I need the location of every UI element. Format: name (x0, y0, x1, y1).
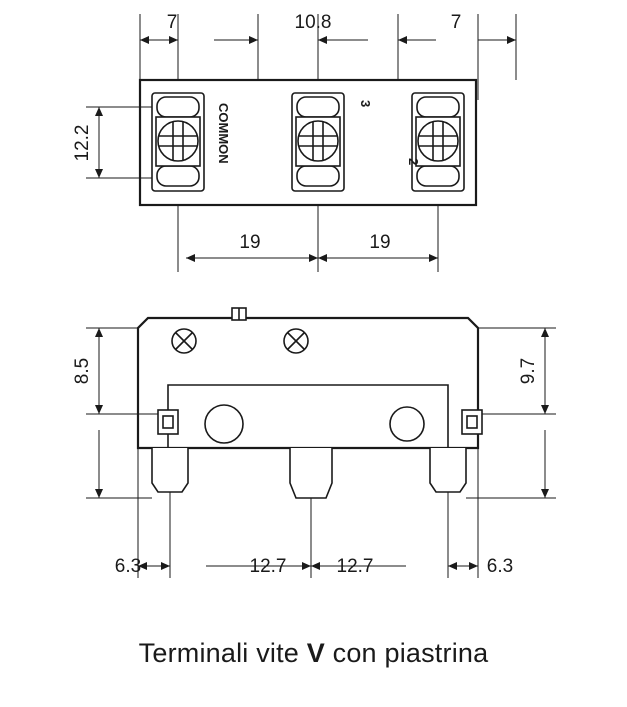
dim-top-right-7: 7 (450, 12, 462, 33)
side-view-hole-right (390, 407, 424, 441)
terminal-label-2: 2 (406, 158, 421, 166)
dim-bottom-127-right: 12.7 (336, 556, 374, 577)
dim-bottom-left-19: 19 (239, 232, 261, 253)
dim-side-left-85: 8.5 (72, 357, 93, 385)
dim-left-height-122: 12.2 (72, 124, 93, 162)
side-view-screw-right (284, 329, 308, 353)
dim-bottom-right-19: 19 (369, 232, 391, 253)
dim-top-left-7: 7 (166, 12, 178, 33)
caption-prefix: Terminali vite (138, 638, 307, 668)
caption-bold-v: V (306, 638, 325, 668)
terminal-2 (406, 93, 464, 191)
caption-suffix: con piastrina (324, 638, 489, 668)
side-view-pin-right (430, 448, 466, 492)
side-view-screw-left (172, 329, 196, 353)
dim-side-right-97: 9.7 (518, 357, 539, 385)
terminal-label-3: 3 (358, 100, 373, 108)
figure-caption (0, 636, 627, 670)
side-view-top-tab (232, 308, 246, 320)
side-view-bracket-left (158, 410, 178, 434)
side-view-hole-left (205, 405, 243, 443)
dim-side-right-lower-group (466, 430, 556, 498)
dim-side-right-height-group (478, 328, 556, 414)
dim-bottom-127-left: 12.7 (249, 556, 287, 577)
side-view-group (72, 308, 556, 578)
side-view-pin-center (290, 448, 332, 498)
dim-bottom-63-left: 6.3 (114, 556, 142, 577)
top-view-group (72, 12, 516, 272)
side-view-pin-left (152, 448, 188, 492)
dim-bottom-63-right: 6.3 (486, 556, 514, 577)
dim-bottom-spans-group (178, 205, 438, 272)
side-view-bracket-right (462, 410, 482, 434)
terminal-label-common: COMMON (216, 103, 231, 164)
dim-top-center-108: 10.8 (294, 12, 332, 33)
